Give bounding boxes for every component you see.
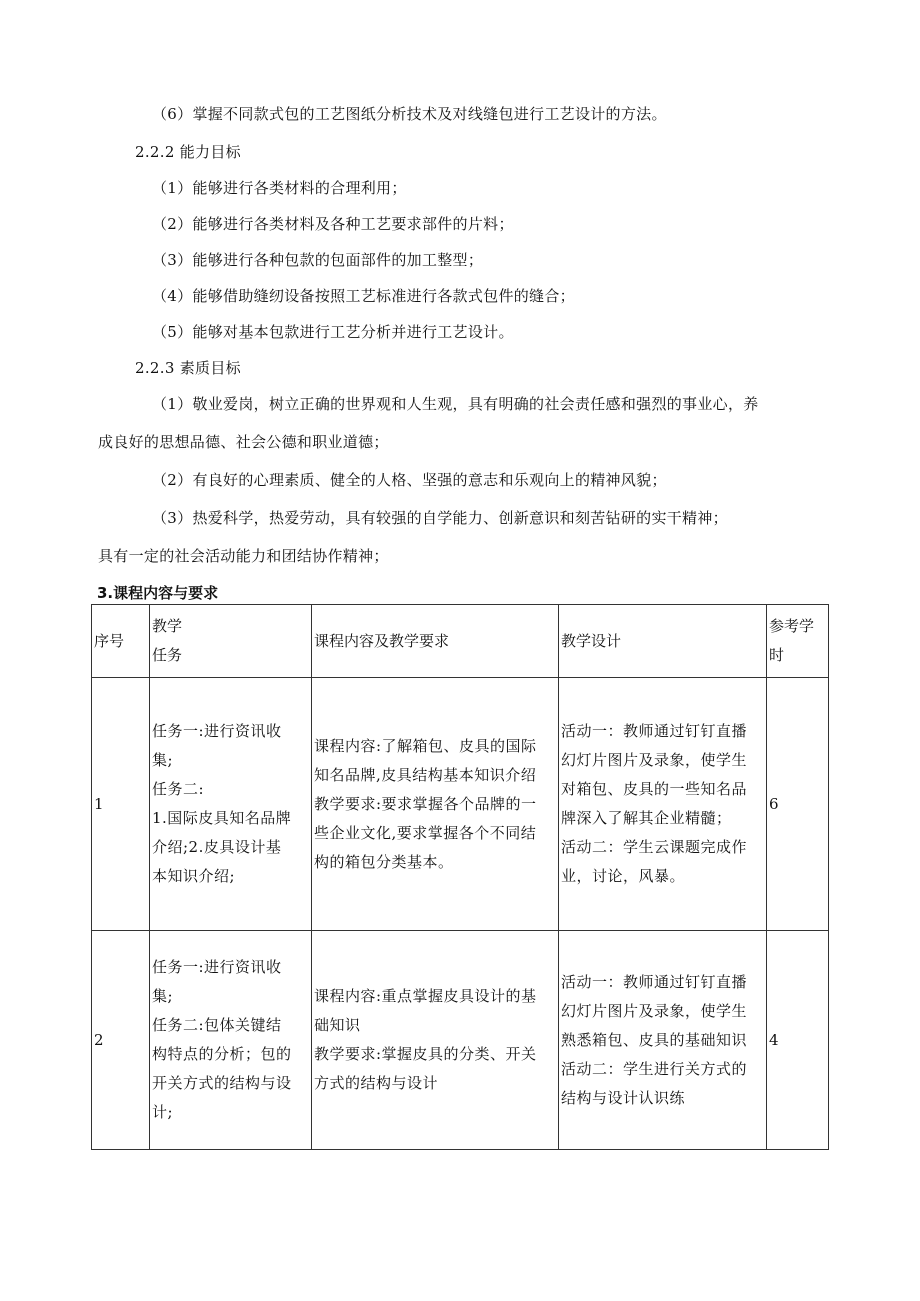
cell-line: 构的箱包分类基本。 — [314, 852, 454, 871]
cell-line: 方式的结构与设计 — [314, 1074, 439, 1092]
header-hours — [767, 605, 829, 678]
paragraph-quality-1b: 成良好的思想品德、社会公德和职业道德； — [98, 433, 389, 451]
table-row — [92, 931, 829, 1150]
heading-quality-goals: 2.2.3 素质目标 — [135, 359, 241, 377]
cell-line: 幻灯片图片及录象，使学生 — [561, 751, 748, 769]
cell-line: 础知识 — [314, 1016, 361, 1034]
header-no: 序号 — [92, 605, 150, 678]
section-title: 3.课程内容与要求 — [97, 584, 219, 602]
row-hours: 6 — [767, 678, 829, 931]
paragraph-quality-2: （2）有良好的心理素质、健全的人格、坚强的意志和乐观向上的精神风貌； — [152, 471, 667, 489]
cell-line: 教学要求:掌握皮具的分类、开关 — [314, 1045, 537, 1063]
cell-line: 任务一:进行资讯收 — [152, 958, 282, 976]
row-task — [150, 931, 312, 1150]
header-hours-line: 时 — [769, 646, 785, 664]
row-content — [312, 931, 559, 1150]
paragraph-quality-1a: （1）敬业爱岗，树立正确的世界观和人生观，具有明确的社会责任感和强烈的事业心，养 — [152, 395, 759, 413]
header-content: 课程内容及教学要求 — [312, 605, 559, 678]
heading-ability-goals: 2.2.2 能力目标 — [135, 143, 241, 161]
cell-line: 活动二：学生云课题完成作 — [561, 838, 748, 856]
paragraph-ability-1: （1）能够进行各类材料的合理利用； — [152, 179, 407, 197]
header-task-line: 教学 — [152, 617, 183, 635]
cell-line: 任务二:包体关键结 — [152, 1016, 282, 1034]
cell-line: 教学要求:要求掌握各个品牌的一 — [314, 794, 537, 813]
cell-line: 集; — [152, 987, 174, 1005]
cell-line: 本知识介绍; — [152, 867, 236, 885]
header-design: 教学设计 — [559, 605, 767, 678]
cell-line: 任务一:进行资讯收 — [152, 722, 282, 740]
header-task — [150, 605, 312, 678]
paragraph-quality-3b: 具有一定的社会活动能力和团结协作精神； — [98, 547, 389, 565]
table-row — [92, 678, 829, 931]
cell-line: 集; — [152, 751, 174, 769]
cell-line: 牌深入了解其企业精髓； — [561, 809, 732, 827]
cell-line: 课程内容:重点掌握皮具设计的基 — [314, 987, 537, 1005]
row-hours: 4 — [767, 931, 829, 1150]
cell-line: 介绍;2.皮具设计基 — [152, 838, 282, 856]
paragraph-ability-3: （3）能够进行各种包款的包面部件的加工整型； — [152, 251, 484, 269]
cell-line: 活动二：学生进行关方式的 — [561, 1059, 748, 1078]
cell-line: 幻灯片图片及录象，使学生 — [561, 1001, 748, 1020]
paragraph-ability-2: （2）能够进行各类材料及各种工艺要求部件的片料； — [152, 215, 514, 233]
row-task — [150, 678, 312, 931]
course-table — [91, 604, 829, 1150]
paragraph-ability-4: （4）能够借助缝纫设备按照工艺标准进行各款式包件的缝合； — [152, 287, 575, 305]
paragraph-objective-6: （6）掌握不同款式包的工艺图纸分析技术及对线缝包进行工艺设计的方法。 — [152, 105, 667, 123]
row-no: 2 — [92, 931, 150, 1150]
cell-line: 开关方式的结构与设 — [152, 1074, 292, 1092]
cell-line: 活动一：教师通过钉钉直播 — [561, 972, 748, 991]
cell-line: 课程内容:了解箱包、皮具的国际 — [314, 736, 537, 755]
cell-line: 任务二: — [152, 780, 205, 798]
row-content — [312, 678, 559, 931]
cell-line: 熟悉箱包、皮具的基础知识 — [561, 1030, 748, 1049]
cell-line: 对箱包、皮具的一些知名品 — [561, 780, 748, 798]
row-design — [559, 931, 767, 1150]
cell-line: 结构与设计认识练 — [561, 1088, 686, 1107]
paragraph-quality-3a: （3）热爱科学，热爱劳动，具有较强的自学能力、创新意识和刻苦钻研的实干精神； — [152, 509, 728, 527]
header-task-line: 任务 — [152, 646, 183, 664]
cell-line: 计; — [152, 1103, 174, 1121]
cell-line: 些企业文化,要求掌握各个不同结 — [314, 823, 537, 842]
paragraph-ability-5: （5）能够对基本包款进行工艺分析并进行工艺设计。 — [152, 323, 514, 341]
row-no: 1 — [92, 678, 150, 931]
table-header-row — [92, 605, 829, 678]
header-hours-line: 参考学 — [769, 617, 815, 635]
row-design — [559, 678, 767, 931]
cell-line: 业，讨论，风暴。 — [561, 867, 686, 885]
cell-line: 知名品牌,皮具结构基本知识介绍 — [314, 765, 537, 784]
cell-line: 1.国际皮具知名品牌 — [152, 809, 292, 827]
cell-line: 构特点的分析；包的 — [152, 1045, 292, 1063]
cell-line: 活动一：教师通过钉钉直播 — [561, 722, 748, 740]
